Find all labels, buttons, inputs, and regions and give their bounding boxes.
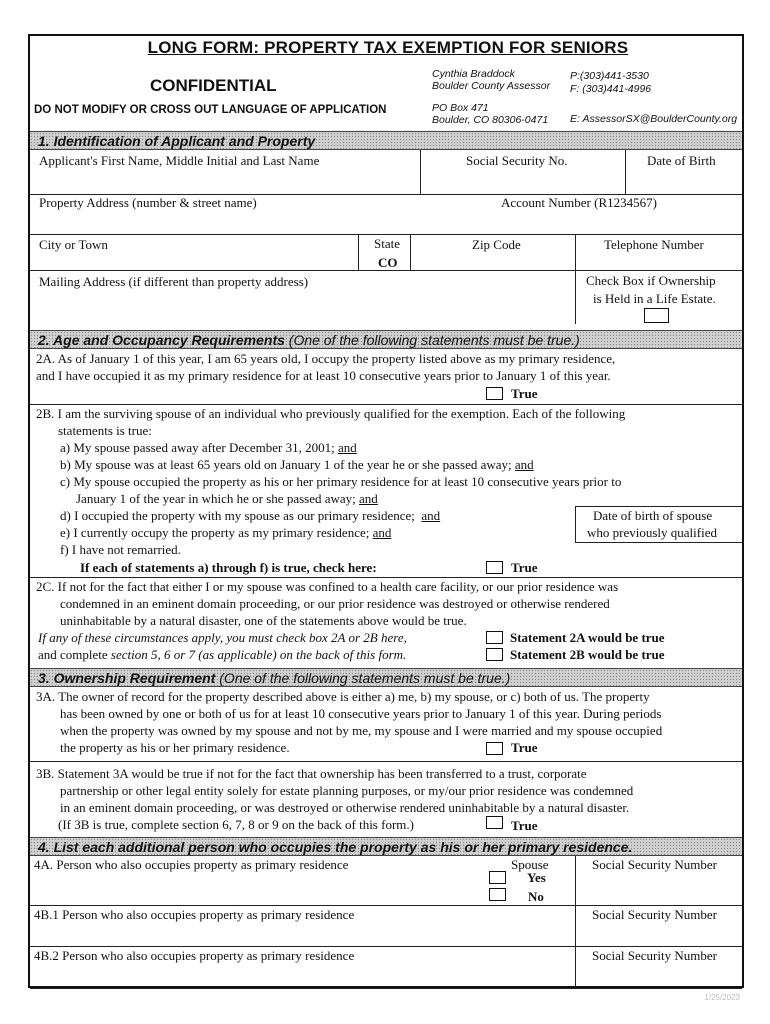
statement-2b-a [60, 439, 357, 456]
statement-2b-d-text: d) I occupied the property with my spouse as our primary residence; [60, 508, 415, 523]
statement-2b-b [60, 456, 534, 473]
section2-title-text: 2. Age and Occupancy Requirements [38, 332, 285, 348]
section4-title: 4. List each additional person who occupies the property as his or her primary residence. [38, 839, 633, 855]
spouse-yes-label: Yes [527, 870, 546, 885]
telephone-field[interactable]: Telephone Number [604, 237, 704, 252]
section3-title [38, 669, 510, 687]
statement-2c-instruction: If any of these circumstances apply, you must check box 2A or 2B here, [38, 630, 407, 645]
divider [30, 988, 742, 989]
statement-2b-text: 2B. I am the surviving spouse of an individual who previously qualified for the exemption. Each of the following [36, 406, 626, 421]
assessor-po-box: PO Box 471 [432, 102, 489, 114]
assessor-name: Cynthia Braddock [432, 68, 515, 80]
revision-date: 1/25/2023 [704, 993, 740, 1002]
true-label: True [511, 740, 538, 755]
section2-header [30, 330, 742, 349]
city-field[interactable]: City or Town [39, 237, 108, 252]
life-estate-label: is Held in a Life Estate. [593, 291, 716, 306]
statement-2c-text: uninhabitable by a natural disaster, one of the statements above would be true. [60, 613, 467, 628]
spouse-dob-field[interactable]: who previously qualified [587, 525, 717, 540]
statement-3a-checkbox[interactable] [486, 742, 503, 755]
statement-2b-c-cont [76, 490, 378, 507]
mailing-address-field[interactable]: Mailing Address (if different than property address) [39, 274, 309, 289]
statement-3a-text: 3A. The owner of record for the property described above is either a) me, b) my spouse, or c) both of us. The property [36, 689, 650, 704]
spouse-no-checkbox[interactable] [489, 888, 506, 901]
statement-2b-checkbox[interactable] [486, 561, 503, 574]
true-label: True [511, 818, 538, 833]
statement-3b-text: partnership or other legal entity solely for estate planning purposes, or my/our prior residence was condemned [60, 783, 634, 798]
and-word: and [421, 508, 441, 523]
statement-3a-text: when the property was owned by my spouse and not by me, my spouse and I were married and my spouse occupied [60, 723, 663, 738]
confidential-label: CONFIDENTIAL [150, 76, 277, 95]
divider [575, 234, 576, 270]
statement-3a-text: the property as his or her primary residence. [60, 740, 290, 755]
statement-2c-text: 2C. If not for the fact that either I or my spouse was confined to a health care facility, or our prior residence was [36, 579, 619, 594]
statement-2b-would-be-label: Statement 2B would be true [510, 647, 665, 662]
applicant-name-field[interactable]: Applicant's First Name, Middle Initial and Last Name [39, 153, 320, 168]
statement-2b-text: statements is true: [58, 423, 152, 438]
section4-header [30, 837, 742, 856]
divider [575, 856, 576, 989]
form-title: LONG FORM: PROPERTY TAX EXEMPTION FOR SENIORS [147, 38, 629, 57]
section3-header [30, 668, 742, 687]
statement-3a-text: has been owned by one or both of us for at least 10 consecutive years prior to January 1 of this year. During periods [60, 706, 662, 721]
true-label: True [511, 386, 538, 401]
statement-2b-e-text: e) I currently occupy the property as my primary residence; [60, 525, 370, 540]
section3-subtitle: (One of the following statements must be true.) [219, 670, 511, 686]
zip-field[interactable]: Zip Code [472, 237, 521, 252]
statement-2a-text: and I have occupied it as my primary residence for at least 10 consecutive years prior to January 1 of this year. [36, 368, 611, 383]
divider [575, 506, 576, 542]
life-estate-checkbox[interactable] [644, 308, 669, 323]
section1-title: 1. Identification of Applicant and Property [38, 133, 316, 149]
statement-2b-would-be-checkbox[interactable] [486, 648, 503, 661]
divider [358, 234, 359, 270]
spouse-no-label: No [528, 889, 544, 904]
statement-2a-text: 2A. As of January 1 of this year, I am 65 years old, I occupy the property listed above as my primary residence, [36, 351, 616, 366]
statement-2b-f: f) I have not remarried. [60, 542, 181, 557]
section3-title-text: 3. Ownership Requirement [38, 670, 216, 686]
section1-header [30, 131, 742, 150]
section2-title [38, 331, 580, 349]
instruction-text: section 5, 6 or 7 (as applicable) on the back of this form. [110, 647, 407, 662]
state-value: CO [378, 255, 398, 270]
person-4b1-field[interactable]: 4B.1 Person who also occupies property as primary residence [34, 907, 355, 922]
state-label: State [374, 236, 400, 251]
statement-2c-text: condemned in an eminent domain proceeding, or our prior residence was destroyed or otherwise rendered [60, 596, 610, 611]
statement-3b-checkbox[interactable] [486, 816, 503, 829]
exemption-form [28, 34, 744, 988]
assessor-email: E: AssessorSX@BoulderCounty.org [570, 113, 738, 125]
true-label: True [511, 560, 538, 575]
life-estate-label: Check Box if Ownership [586, 273, 716, 288]
assessor-phone: P:(303)441-3530 [570, 70, 649, 82]
spouse-dob-field[interactable]: Date of birth of spouse [593, 508, 713, 523]
ssn-4b2-field[interactable]: Social Security Number [592, 948, 717, 963]
section2-subtitle: (One of the following statements must be true.) [288, 332, 580, 348]
statement-2b-check-label: If each of statements a) through f) is true, check here: [80, 560, 377, 575]
instruction-text: and complete [38, 647, 111, 662]
ssn-4b1-field[interactable]: Social Security Number [592, 907, 717, 922]
person-4a-field[interactable]: 4A. Person who also occupies property as primary residence [34, 857, 349, 872]
account-number-field[interactable]: Account Number (R1234567) [501, 195, 657, 210]
dob-field[interactable]: Date of Birth [647, 153, 716, 168]
statement-2a-would-be-checkbox[interactable] [486, 631, 503, 644]
statement-2a-checkbox[interactable] [486, 387, 503, 400]
statement-2b-c-text: January 1 of the year in which he or she passed away; [76, 491, 356, 506]
and-word: and [359, 491, 378, 506]
do-not-modify-notice: DO NOT MODIFY OR CROSS OUT LANGUAGE OF APPLICATION [34, 104, 387, 116]
and-word: and [372, 525, 392, 540]
assessor-title: Boulder County Assessor [432, 80, 551, 92]
ssn-field[interactable]: Social Security No. [466, 153, 568, 168]
and-word: and [514, 457, 534, 472]
person-4b2-field[interactable]: 4B.2 Person who also occupies property as primary residence [34, 948, 355, 963]
spouse-label: Spouse [511, 857, 549, 872]
ssn-4a-field[interactable]: Social Security Number [592, 857, 717, 872]
divider [30, 761, 742, 762]
divider [575, 270, 576, 324]
statement-2b-c: c) My spouse occupied the property as his or her primary residence for at least 10 consecutive years prior to [60, 474, 622, 489]
assessor-fax: F: (303)441-4996 [570, 83, 652, 95]
statement-2b-a-text: a) My spouse passed away after December 31, 2001; [60, 440, 335, 455]
divider [625, 150, 626, 194]
assessor-city-zip: Boulder, CO 80306-0471 [432, 114, 549, 126]
divider [420, 150, 421, 194]
divider [410, 234, 411, 270]
statement-3b-text: (If 3B is true, complete section 6, 7, 8 or 9 on the back of this form.) [58, 817, 414, 832]
statement-2b-b-text: b) My spouse was at least 65 years old on January 1 of the year he or she passed away; [60, 457, 512, 472]
spouse-yes-checkbox[interactable] [489, 871, 506, 884]
statement-2a-would-be-label: Statement 2A would be true [510, 630, 665, 645]
divider [575, 542, 742, 543]
statement-2b-d [60, 507, 440, 524]
statement-3b-text: in an eminent domain proceeding, or was destroyed or otherwise rendered uninhabitable by a natural disaster. [60, 800, 630, 815]
statement-2c-instruction [38, 646, 406, 663]
statement-2b-e [60, 524, 391, 541]
statement-3b-text: 3B. Statement 3A would be true if not for the fact that ownership has been transferred to a trust, corporate [36, 766, 587, 781]
property-address-field[interactable]: Property Address (number & street name) [39, 195, 257, 210]
and-word: and [337, 440, 357, 455]
